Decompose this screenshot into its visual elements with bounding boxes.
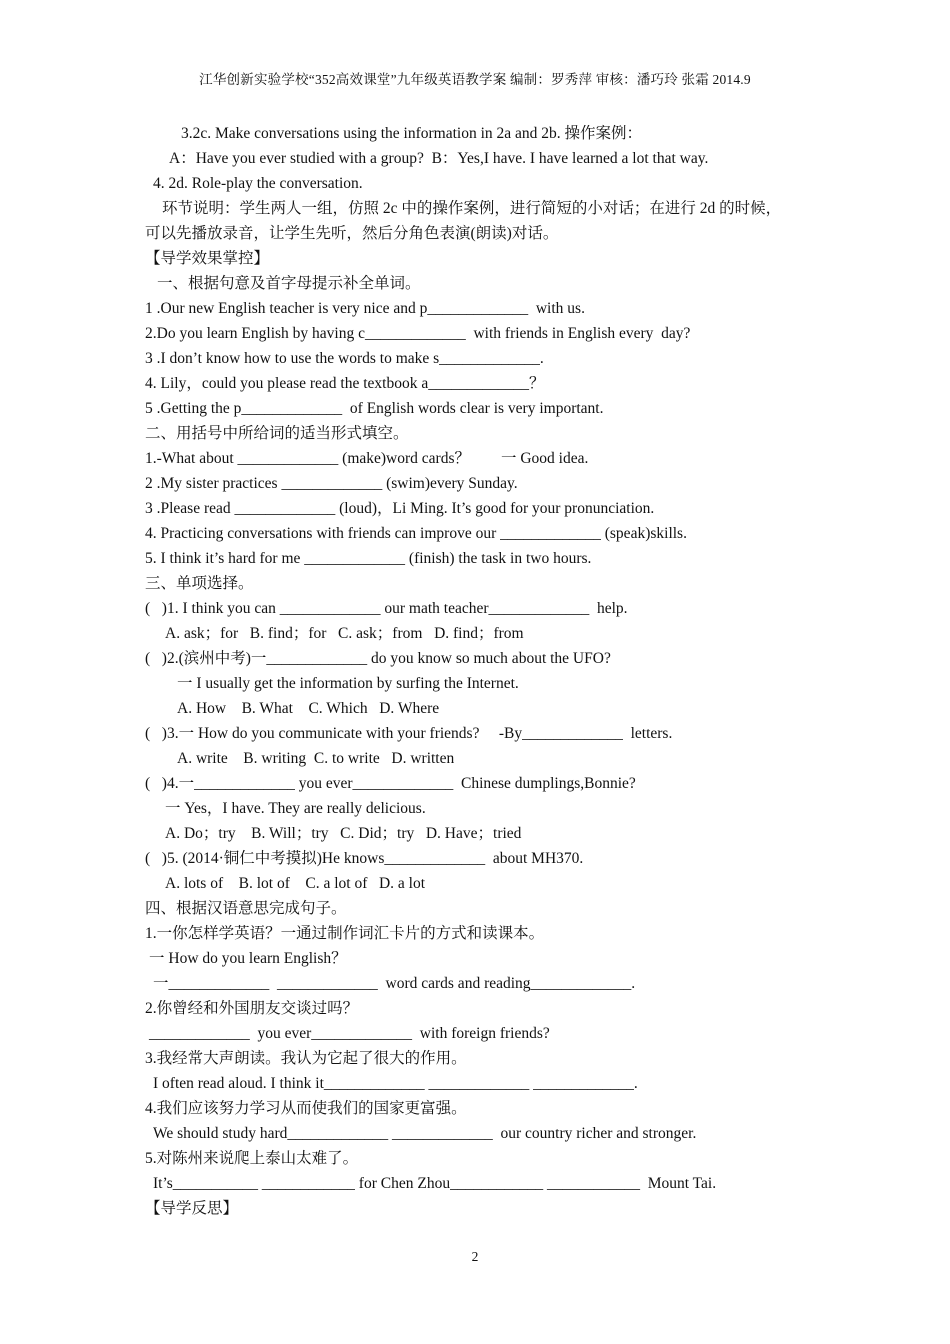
section-heading: 四、根据汉语意思完成句子。 (145, 900, 347, 917)
text-line: 可以先播放录音，让学生先听，然后分角色表演(朗读)对话。 (145, 225, 559, 242)
text-line: It’s___________ ____________ for Chen Zhou____________ ____________ Mount Tai. (153, 1175, 717, 1192)
text-line: 一_____________ _____________ word cards and reading_____________. (153, 975, 636, 992)
question-line: 3.我经常大声朗读。我认为它起了很大的作用。 (145, 1050, 467, 1067)
text-line: I often read aloud. I think it_____________ _____________ _____________. (153, 1075, 638, 1092)
question-line: 3 .I don’t know how to use the words to make s_____________. (145, 350, 544, 367)
section-heading: 二、用括号中所给词的适当形式填空。 (145, 425, 409, 442)
options-line: A. lots of B. lot of C. a lot of D. a lot (165, 875, 426, 892)
section-heading: 一、根据句意及首字母提示补全单词。 (157, 275, 421, 292)
question-line: 5.对陈州来说爬上泰山太难了。 (145, 1150, 359, 1167)
options-line: A. How B. What C. Which D. Where (177, 700, 440, 717)
options-line: A. ask；for B. find；for C. ask；from D. find；from (165, 625, 524, 642)
question-line: ( )3.一 How do you communicate with your friends? -By_____________ letters. (145, 725, 673, 742)
text-line: _____________ you ever_____________ with foreign friends? (149, 1025, 550, 1042)
text-line: 一 I usually get the information by surfing the Internet. (177, 675, 519, 692)
section-heading: 【导学反思】 (145, 1200, 239, 1217)
text-line: 4. 2d. Role-play the conversation. (153, 175, 363, 192)
text-line: 一 How do you learn English？ (149, 950, 347, 967)
text-line: 一 Yes，I have. They are really delicious. (165, 800, 426, 817)
section-heading: 三、单项选择。 (145, 575, 254, 592)
question-line: 5. I think it’s hard for me _____________ (finish) the task in two hours. (145, 550, 592, 567)
text-line: 3.2c. Make conversations using the information in 2a and 2b. 操作案例： (181, 125, 643, 142)
question-line: 4. Lily，could you please read the textbook a_____________？ (145, 375, 545, 392)
question-line: 1.一你怎样学英语？一通过制作词汇卡片的方式和读课本。 (145, 925, 545, 942)
question-line: 4. Practicing conversations with friends can improve our _____________ (speak)skills. (145, 525, 687, 542)
page-number: 2 (471, 1249, 479, 1264)
question-line: ( )2.(滨州中考)一_____________ do you know so much about the UFO? (145, 650, 611, 667)
section-heading: 【导学效果掌控】 (145, 250, 270, 267)
question-line: 4.我们应该努力学习从而使我们的国家更富强。 (145, 1100, 467, 1117)
question-line: 3 .Please read _____________ (loud)，Li Ming. It’s good for your pronunciation. (145, 500, 655, 517)
text-line: A：Have you ever studied with a group? B：Yes,I have. I have learned a lot that way. (169, 150, 709, 167)
page-header: 江华创新实验学校“352高效课堂”九年级英语教学案 编制：罗秀萍 审核：潘巧玲 张霜 2014.9 (199, 72, 751, 87)
question-line: 2.你曾经和外国朋友交谈过吗？ (145, 1000, 359, 1017)
question-line: 5 .Getting the p_____________ of English words clear is very important. (145, 400, 604, 417)
options-line: A. write B. writing C. to write D. written (177, 750, 455, 767)
question-line: ( )4.一_____________ you ever_____________ Chinese dumplings,Bonnie? (145, 775, 636, 792)
question-line: 2 .My sister practices _____________ (swim)every Sunday. (145, 475, 518, 492)
text-line: 环节说明：学生两人一组，仿照 2c 中的操作案例，进行简短的小对话；在进行 2d 的时候， (162, 200, 782, 217)
question-line: 1.-What about _____________ (make)word cards？ 一 Good idea. (145, 450, 589, 467)
question-line: 2.Do you learn English by having c_____________ with friends in English every day? (145, 325, 691, 342)
options-line: A. Do；try B. Will；try C. Did；try D. Have；tried (165, 825, 522, 842)
question-line: ( )5. (2014·铜仁中考摸拟)He knows_____________ about MH370. (145, 850, 584, 867)
question-line: 1 .Our new English teacher is very nice and p_____________ with us. (145, 300, 585, 317)
question-line: ( )1. I think you can _____________ our math teacher_____________ help. (145, 600, 628, 617)
text-line: We should study hard_____________ _____________ our country richer and stronger. (153, 1125, 697, 1142)
